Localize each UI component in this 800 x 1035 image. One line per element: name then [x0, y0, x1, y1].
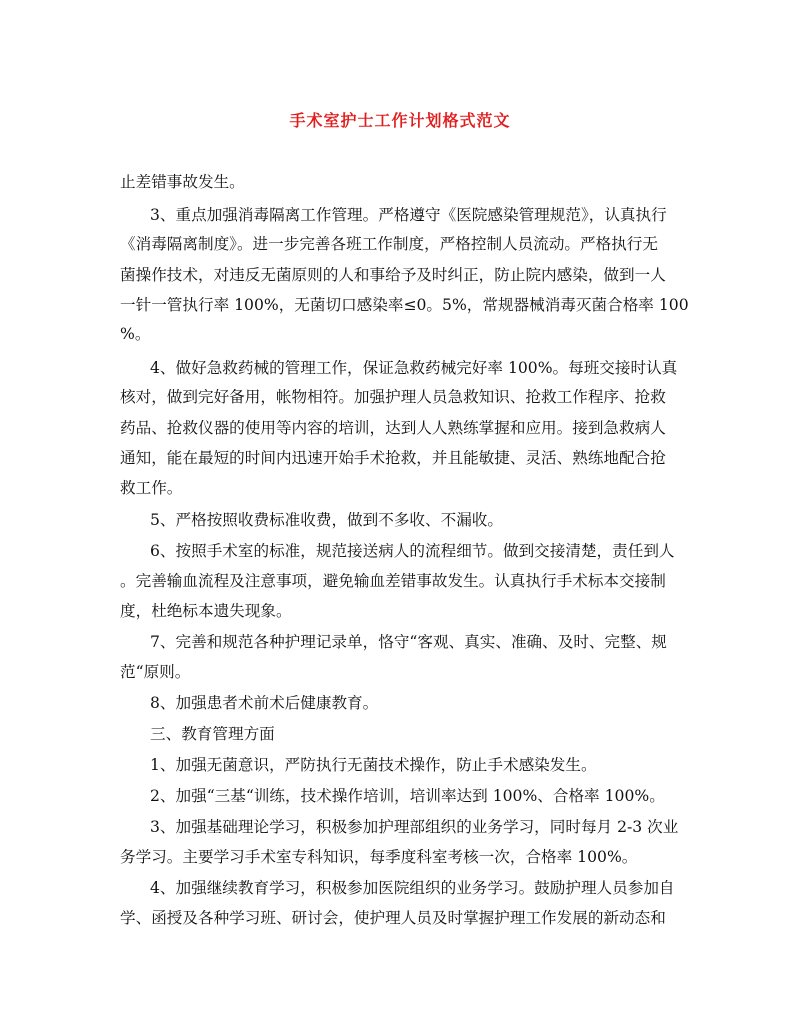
paragraph-line: 4、做好急救药械的管理工作，保证急救药械完好率 100%。每班交接时认真 [150, 359, 678, 377]
paragraph-line: 8、加强患者术前术后健康教育。 [150, 694, 379, 712]
paragraph-line: 核对，做到完好备用，帐物相符。加强护理人员急救知识、抢救工作程序、抢救 [120, 388, 666, 406]
paragraph-line: 4、加强继续教育学习，积极参加医院组织的业务学习。鼓励护理人员参加自 [150, 879, 675, 897]
paragraph-line: %。 [120, 325, 151, 343]
paragraph-line: 学、函授及各种学习班、研讨会，使护理人员及时掌握护理工作发展的新动态和 [120, 909, 666, 927]
paragraph-line: 范“原则。 [120, 663, 191, 681]
paragraph-line: 。完善输血流程及注意事项，避免输血差错事故发生。认真执行手术标本交接制 [120, 572, 666, 590]
paragraph-line: 1、加强无菌意识，严防执行无菌技术操作，防止手术感染发生。 [150, 756, 597, 774]
paragraph-line: 止差错事故发生。 [120, 173, 245, 191]
paragraph-line: 2、加强“三基“训练，技术操作培训，培训率达到 100%、合格率 100%。 [150, 787, 665, 805]
paragraph-line: 5、严格按照收费标准收费，做到不多收、不漏收。 [150, 511, 503, 529]
paragraph-line: 菌操作技术，对违反无菌原则的人和事给予及时纠正，防止院内感染，做到一人 [120, 266, 666, 284]
paragraph-line: 6、按照手术室的标准，规范接送病人的流程细节。做到交接清楚，责任到人 [150, 542, 675, 560]
paragraph-line: 救工作。 [120, 479, 183, 497]
paragraph-line: 《消毒隔离制度》。进一步完善各班工作制度，严格控制人员流动。严格执行无 [120, 235, 658, 253]
paragraph-line: 药品、抢救仪器的使用等内容的培训，达到人人熟练掌握和应用。接到急救病人 [120, 419, 666, 437]
paragraph-line: 通知，能在最短的时间内迅速开始手术抢救，并且能敏捷、灵活、熟练地配合抢 [120, 449, 666, 467]
paragraph-line: 一针一管执行率 100%，无菌切口感染率≤0。5%，常规器械消毒灭菌合格率 100 [120, 296, 689, 314]
section-heading: 三、教育管理方面 [150, 725, 275, 743]
paragraph-line: 度，杜绝标本遗失现象。 [120, 602, 292, 620]
document-title: 手术室护士工作计划格式范文 [289, 111, 511, 130]
paragraph-line: 务学习。主要学习手术室专科知识，每季度科室考核一次，合格率 100%。 [120, 848, 638, 866]
paragraph-line: 3、重点加强消毒隔离工作管理。严格遵守《医院感染管理规范》，认真执行 [150, 206, 667, 224]
paragraph-line: 7、完善和规范各种护理记录单，恪守“客观、真实、准确、及时、完整、规 [150, 633, 667, 651]
paragraph-line: 3、加强基础理论学习，积极参加护理部组织的业务学习，同时每月 2-3 次业 [150, 818, 679, 836]
